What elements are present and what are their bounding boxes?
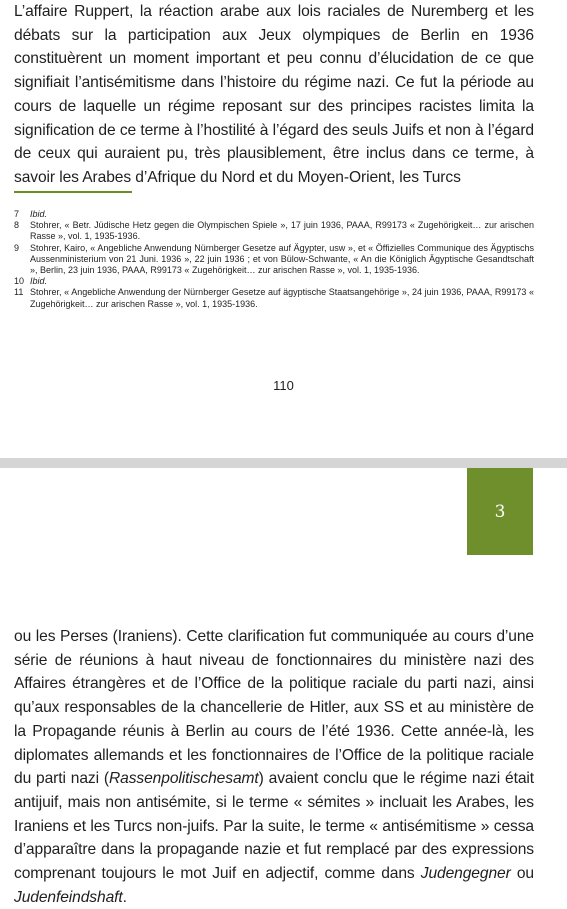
paragraph-text: . — [122, 888, 127, 906]
paragraph-text: ou — [510, 865, 534, 883]
page-divider — [0, 458, 567, 468]
footnote-number: 9 — [14, 242, 20, 253]
footnote-text: Stohrer, « Betr. Jüdische Hetz gegen die Olympischen Spiele », 17 juin 1936, PAAA, R99173 « Zugehörigkeit… zur arischen Rasse », vol. 1, 1935-1936. — [30, 220, 534, 242]
footnote-8 — [14, 220, 534, 242]
page-number: 110 — [273, 378, 294, 393]
footnote-11 — [14, 287, 534, 309]
footnote-7 — [14, 209, 534, 220]
footnote-number: 11 — [14, 287, 24, 298]
chapter-number: 3 — [494, 501, 506, 522]
footnote-number: 10 — [14, 276, 25, 287]
chapter-tab — [467, 468, 533, 555]
italic-term: Judenfeindshaft — [14, 888, 123, 906]
paragraph-text: ) avaient conclu que le régime nazi était antijuif, mais non antisémite, si le terme « sémites » incluait les Arabes, les Iraniens et les Turcs non-juifs. Par la suite, le terme « antisémitisme » cessa d’apparaître dans la propagande nazie et fut remplacé par des expressions comprenant toujours le mot Juif en adjectif, comme dans — [14, 770, 534, 883]
footnote-text: Stohrer, Kairo, « Angebliche Anwendung Nürnberger Gesetze auf Ägypter, usw », et « Öffizielles Communique des Ägyptischs Aussenministerium von 21 Juni. 1936 », 22 juin 1936 ; et von Bülow-Schwante, « An die Königlich Ägyptische Gesandtschaft », Berlin, 23 juin 1936, PAAA, R99173 « Zugehörigkeit… zur arischen Rasse », vol. 1, 1935-1936. — [30, 242, 534, 276]
italic-term: Rassenpolitischesamt — [108, 770, 259, 788]
footnote-text: Stohrer, « Angebliche Anwendung der Nürnberger Gesetze auf ägyptische Staatsangehörige », 24 juin 1936, PAAA, R99173 « Zugehörigkeit… zur arischen Rasse », vol. 1, 1935-1936. — [30, 287, 534, 309]
footnotes — [14, 209, 534, 310]
footnote-10 — [14, 276, 534, 287]
italic-term: Judengegner — [420, 865, 511, 883]
bottom-paragraph — [14, 625, 534, 909]
footnote-text: Ibid. — [30, 209, 48, 219]
footnote-number: 7 — [14, 209, 20, 219]
footnote-number: 8 — [14, 220, 20, 231]
footnote-text: Ibid. — [30, 276, 48, 287]
paragraph-text: ou les Perses (Iraniens). Cette clarification fut communiquée au cours d’une série de réunions à haut niveau de fonctionnaires du ministère nazi des Affaires étrangères et de l’Office de la politique raciale du parti nazi, ainsi qu’aux responsables de la chancellerie de Hitler, aux SS et au ministère de la Propagande réunis à Berlin au cours de l’été 1936. Cette année-là, les diplomates allemands et les fonctionnaires de l’Office de la politique raciale du parti nazi ( — [14, 628, 534, 788]
top-paragraph: L’affaire Ruppert, la réaction arabe aux lois raciales de Nuremberg et les débats sur la participation aux Jeux olympiques de Berlin en 1936 constituèrent un moment important et peu connu d’élucidation de ce que signifiait l’antisémitisme dans l’histoire du régime nazi. Ce fut la période au cours de laquelle un régime reposant sur des principes racistes limita la signification de ce terme à l’hostilité à l’égard des seuls Juifs et non à l’égard de ceux qui auraient pu, très plausiblement, être inclus dans ce terme, à savoir les Arabes d’Afrique du Nord et du Moyen-Orient, les Turcs — [14, 3, 534, 186]
footnote-separator — [14, 191, 132, 193]
footnote-9 — [14, 243, 534, 277]
